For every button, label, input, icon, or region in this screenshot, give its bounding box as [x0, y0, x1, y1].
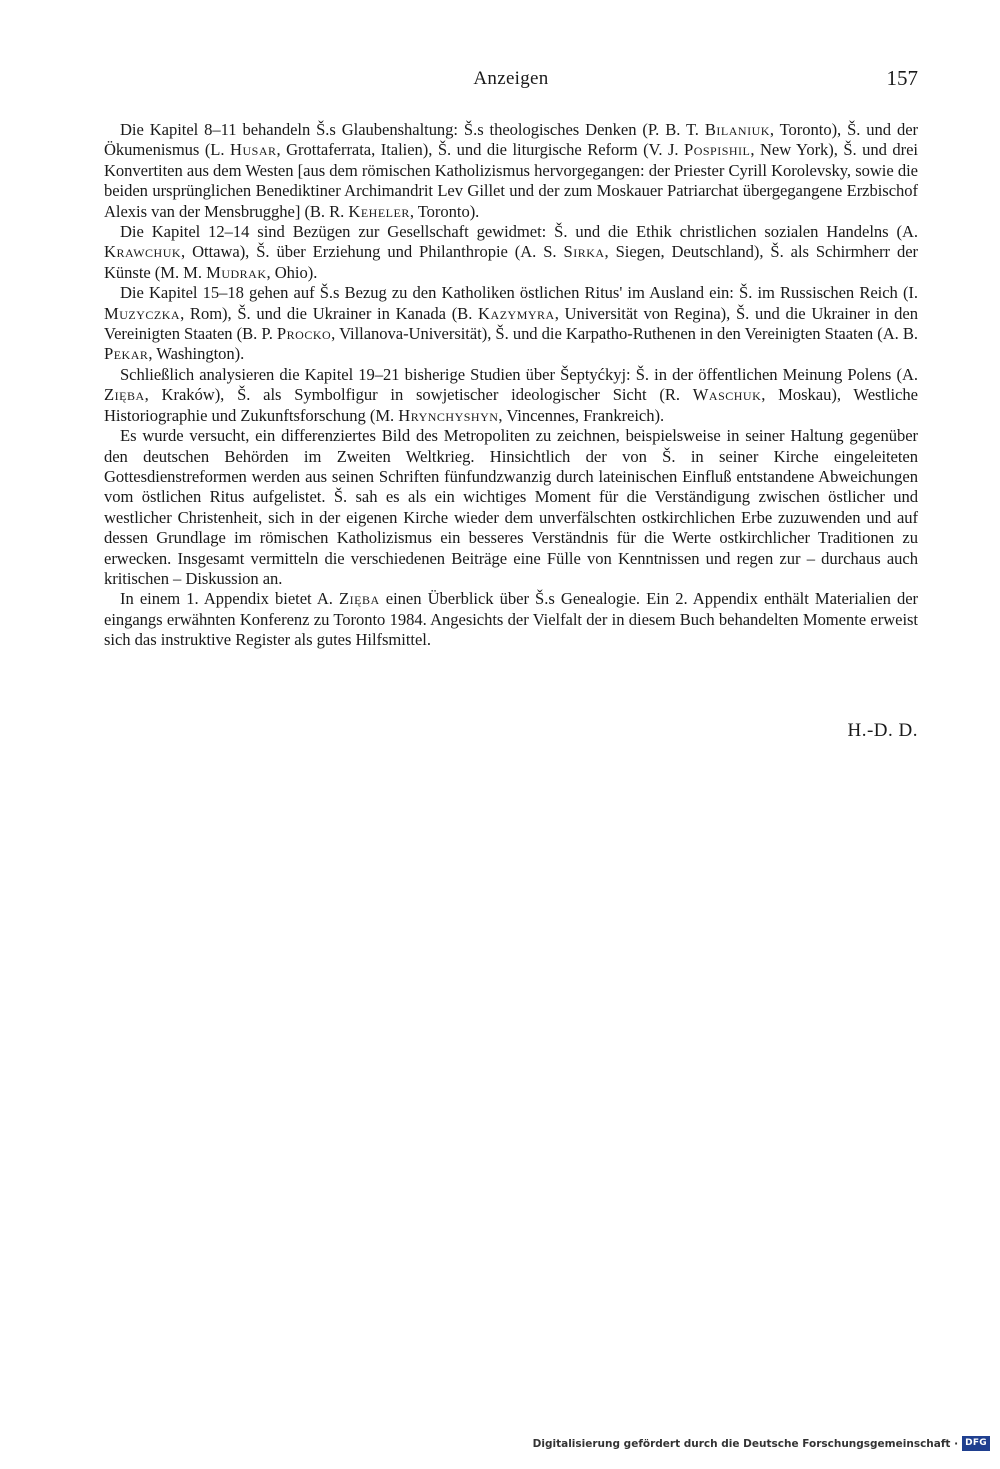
dfg-logo: DFG	[962, 1436, 990, 1451]
author-name: Krawchuk	[104, 242, 182, 262]
author-name: Waschuk	[692, 385, 762, 405]
author-name: Procko	[276, 324, 332, 344]
author-name: Pekar	[104, 344, 149, 364]
paragraph-assessment: Es wurde versucht, ein differenziertes Bild des Metropoliten zu zeichnen, beispielsweise in seiner Haltung gegenüber den deutschen Behörden im Zweiten Weltkrieg. Hinsichtlich der von Š. in seiner Kirche eingeleiteten Gottesdienstreformen werden aus seinen Schriften fünfundzwanzig durch lateinischen Einfluß entstandene Abweichungen vom östlichen Ritus aufgelistet. Š. sah es als ein wichtiges Moment für die Verständigung zwischen östlicher und westlicher Christenheit, sich in der eigenen Kirche wieder dem unverfälschten ostkirchlichen Erbe zuzuwenden und auf dessen Grundlage im römischen Katholizismus ein besseres Verständnis für die Werte ostkirchlicher Traditionen zu erwecken. Insgesamt vermitteln die verschiedenen Beiträge eine Fülle von Kenntnissen und regen zur – durchaus auch kritischen – Diskussion an.	[104, 426, 918, 588]
review-body	[104, 120, 918, 651]
digitization-footer	[533, 1436, 990, 1451]
running-title: Anzeigen	[473, 68, 549, 89]
page-header	[104, 68, 918, 96]
page-number: 157	[886, 66, 918, 90]
paragraph-chapters-19-21: Schließlich analysieren die Kapitel 19–21 bisherige Studien über Šeptyćkyj: Š. in der öffentlichen Meinung Polens (A. Zięba, Kraków), Š. als Symbolfigur in sowjetischer ideologischer Sicht (R. Waschuk, Moskau), Westliche Historiographie und Zukunftsforschung (M. Hrynchyshyn, Vincennes, Frankreich).	[104, 364, 918, 425]
author-name: Zięba	[339, 589, 380, 609]
author-name: Sirka	[563, 242, 605, 262]
author-name: Pospishil	[683, 140, 751, 160]
author-name: Keheler	[348, 201, 410, 221]
author-name: Zięba	[104, 385, 145, 405]
author-name: Mudrak	[206, 262, 267, 282]
paragraph-appendix: In einem 1. Appendix bietet A. Zięba einen Überblick über Š.s Genealogie. Ein 2. Appendix enthält Materialien der eingangs erwähnten Konferenz zu Toronto 1984. Angesichts der Vielfalt der in diesem Buch behandelten Momente erweist sich das instruktive Register als gutes Hilfsmittel.	[104, 589, 918, 650]
paragraph-chapters-12-14: Die Kapitel 12–14 sind Bezügen zur Gesellschaft gewidmet: Š. und die Ethik christlichen sozialen Handelns (A. Krawchuk, Ottawa), Š. über Erziehung und Philanthropie (A. S. Sirka, Siegen, Deutschland), Š. als Schirmherr der Künste (M. M. Mudrak, Ohio).	[104, 222, 919, 282]
footer-text: Digitalisierung gefördert durch die Deutsche Forschungsgemeinschaft ·	[532, 1437, 959, 1450]
paragraph-chapters-15-18: Die Kapitel 15–18 gehen auf Š.s Bezug zu den Katholiken östlichen Ritus' im Ausland ein: Š. im Russischen Reich (I. Muzyczka, Rom), Š. und die Ukrainer in Kanada (B. Kazymyra, Universität von Regina), Š. und die Ukrainer in den Vereinigten Staaten (B. P. Procko, Villanova-Universität), Š. und die Karpatho-Ruthenen in den Vereinigten Staaten (A. B. Pekar, Washington).	[104, 283, 918, 364]
paragraph-chapters-8-11: Die Kapitel 8–11 behandeln Š.s Glaubenshaltung: Š.s theologisches Denken (P. B. T. Bilaniuk, Toronto), Š. und der Ökumenismus (L. Husar, Grottaferrata, Italien), Š. und die liturgische Reform (V. J. Pospishil, New York), Š. und drei Konvertiten aus dem Westen [aus dem römischen Katholizismus hervorgegangen: der Priester Cyrill Korolevsky, sowie die beiden ursprünglichen Benediktiner Archimandrit Lev Gillet und der zum Moskauer Patriarchat übergegangene Erzbischof Alexis van der Mensbrugghe] (B. R. Keheler, Toronto).	[104, 120, 918, 221]
author-name: Kazymyra	[478, 303, 555, 323]
author-name: Husar	[230, 140, 277, 160]
reviewer-signature: H.-D. D.	[847, 720, 918, 741]
author-name: Bilaniuk	[704, 120, 770, 139]
author-name: Muzyczka	[104, 303, 181, 323]
author-name: Hrynchyshyn	[398, 405, 499, 425]
